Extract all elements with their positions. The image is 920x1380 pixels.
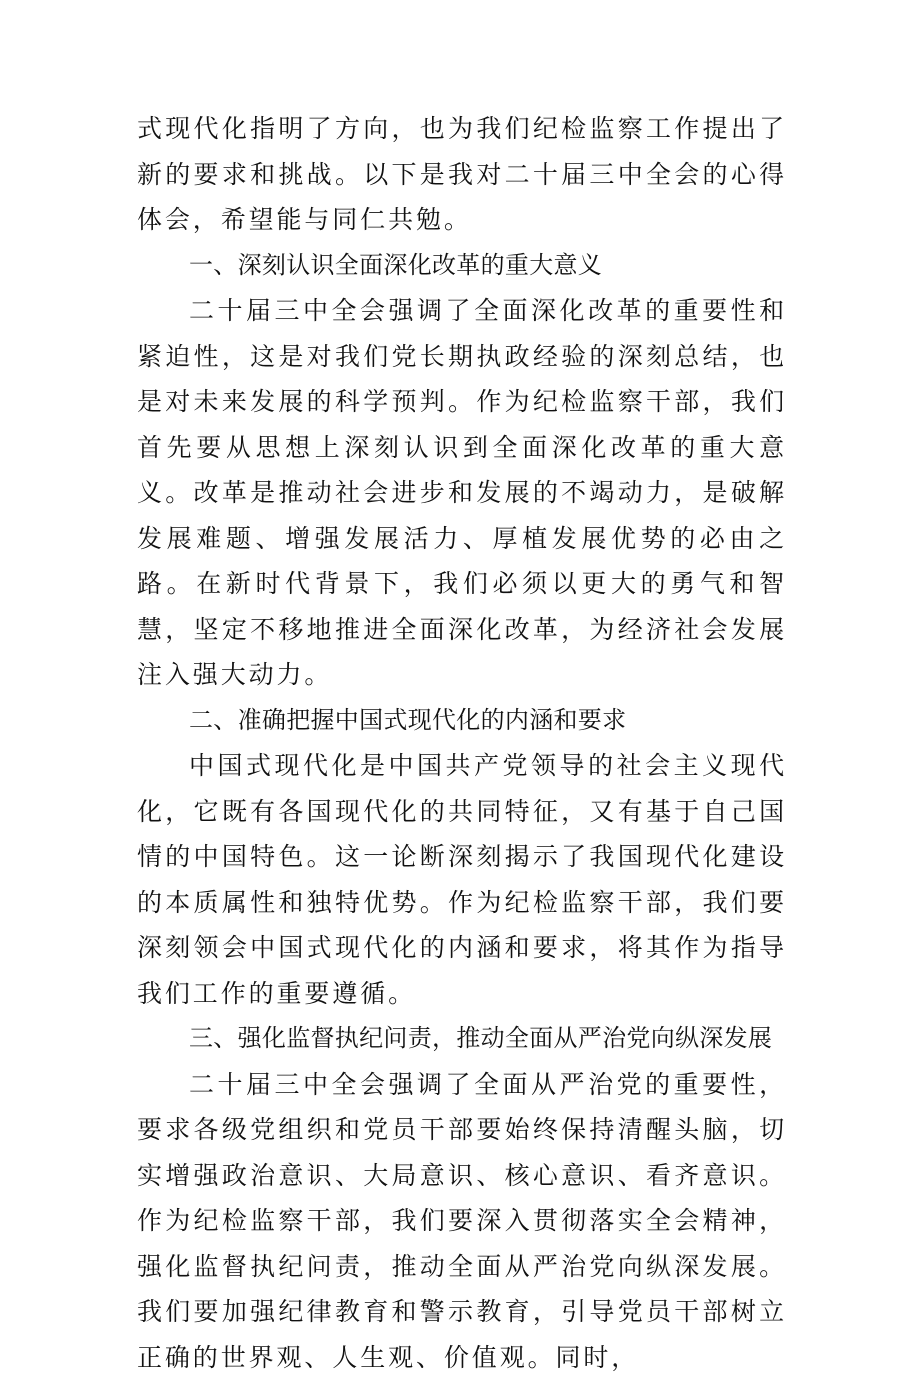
section-body-3: 二十届三中全会强调了全面从严治党的重要性，要求各级党组织和党员干部要始终保持清醒头脑，切实增强政治意识、大局意识、核心意识、看齐意识。作为纪检监察干部，我们要深入贯彻落实全会精神，强化监督执纪问责，推动全面从严治党向纵深发展。我们要加强纪律教育和警示教育，引导党员干部树立正确的世界观、人生观、价值观。同时， <box>137 1062 787 1380</box>
section-body-1: 二十届三中全会强调了全面深化改革的重要性和紧迫性，这是对我们党长期执政经验的深刻总结，也是对未来发展的科学预判。作为纪检监察干部，我们首先要从思想上深刻认识到全面深化改革的重大意义。改革是推动社会进步和发展的不竭动力，是破解发展难题、增强发展活力、厚植发展优势的必由之路。在新时代背景下，我们必须以更大的勇气和智慧，坚定不移地推进全面深化改革，为经济社会发展注入强大动力。 <box>137 288 787 698</box>
intro-paragraph: 式现代化指明了方向，也为我们纪检监察工作提出了新的要求和挑战。以下是我对二十届三中全会的心得体会，希望能与同仁共勉。 <box>137 106 787 243</box>
section-heading-3: 三、强化监督执纪问责，推动全面从严治党向纵深发展 <box>137 1016 787 1062</box>
document-body <box>137 106 787 1380</box>
section-heading-2: 二、准确把握中国式现代化的内涵和要求 <box>137 698 787 744</box>
section-heading-1: 一、深刻认识全面深化改革的重大意义 <box>137 243 787 289</box>
section-body-2: 中国式现代化是中国共产党领导的社会主义现代化，它既有各国现代化的共同特征，又有基于自己国情的中国特色。这一论断深刻揭示了我国现代化建设的本质属性和独特优势。作为纪检监察干部，我们要深刻领会中国式现代化的内涵和要求，将其作为指导我们工作的重要遵循。 <box>137 743 787 1016</box>
